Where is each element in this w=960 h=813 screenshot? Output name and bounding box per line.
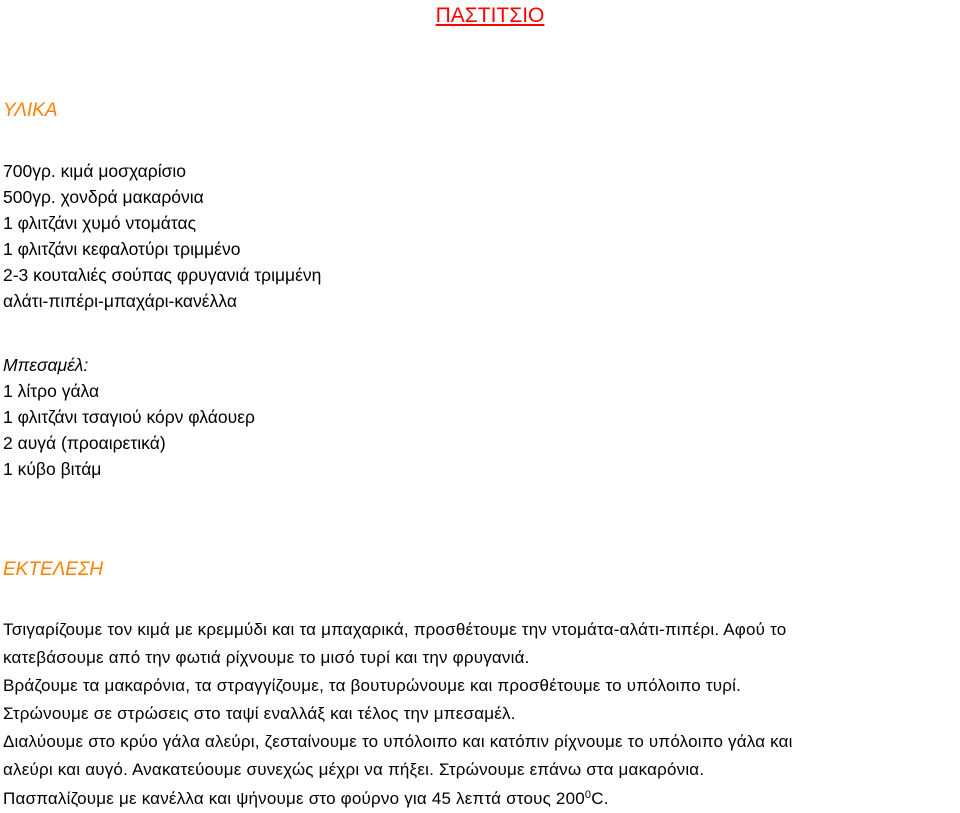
ingredients-list — [3, 158, 321, 314]
method-last-unit: C. — [591, 788, 609, 808]
method-last-text: Πασπαλίζουμε με κανέλλα και ψήνουμε στο φούρνο για 45 λεπτά στους 200 — [3, 788, 585, 808]
method-line: κατεβάσουμε από την φωτιά ρίχνουμε το μισό τυρί και την φρυγανιά. — [3, 648, 530, 668]
method-line: Στρώνουμε σε στρώσεις στο ταψί εναλλάξ και τέλος την μπεσαμέλ. — [3, 704, 516, 724]
method-line: Τσιγαρίζουμε τον κιμά με κρεμμύδι και τα μπαχαρικά, προσθέτουμε την ντομάτα-αλάτι-πιπέρι. Αφού το — [3, 620, 787, 639]
method-heading: ΕΚΤΕΛΕΣΗ — [3, 559, 104, 580]
method-line: αλεύρι και αυγό. Ανακατεύουμε συνεχώς μέχρι να πήξει. Στρώνουμε επάνω στα μακαρόνια. — [3, 760, 705, 780]
ingredient-item: αλάτι-πιπέρι-μπαχάρι-κανέλλα — [3, 291, 237, 311]
bechamel-item: 1 λίτρο γάλα — [3, 381, 100, 401]
method-line-last — [3, 785, 960, 813]
degree-superscript: 0 — [584, 788, 592, 801]
ingredient-item: 1 φλιτζάνι χυμό ντομάτας — [3, 213, 197, 233]
bechamel-item: 1 κύβο βιτάμ — [3, 459, 102, 479]
ingredient-item: 700γρ. κιμά μοσχαρίσιο — [3, 161, 187, 181]
bechamel-list — [3, 352, 255, 482]
recipe-title: ΠΑΣΤΙΤΣΙΟ — [435, 4, 545, 27]
ingredients-heading: ΥΛΙΚΑ — [3, 100, 58, 121]
method-line: Βράζουμε τα μακαρόνια, τα στραγγίζουμε, τα βουτυρώνουμε και προσθέτουμε το υπόλοιπο τυρί. — [3, 676, 742, 696]
method-line: Διαλύουμε στο κρύο γάλα αλεύρι, ζεσταίνουμε το υπόλοιπο και κατόπιν ρίχνουμε το υπόλοιπο γάλα και — [3, 732, 793, 752]
bechamel-item: 2 αυγά (προαιρετικά) — [3, 433, 166, 453]
bechamel-item: 1 φλιτζάνι τσαγιού κόρν φλάουερ — [3, 407, 255, 427]
ingredient-item: 1 φλιτζάνι κεφαλοτύρι τριμμένο — [3, 239, 241, 259]
ingredient-item: 500γρ. χονδρά μακαρόνια — [3, 187, 204, 207]
bechamel-heading: Μπεσαμέλ: — [3, 355, 89, 375]
ingredient-item: 2-3 κουταλιές σούπας φρυγανιά τριμμένη — [3, 265, 322, 285]
method-text — [3, 616, 960, 813]
